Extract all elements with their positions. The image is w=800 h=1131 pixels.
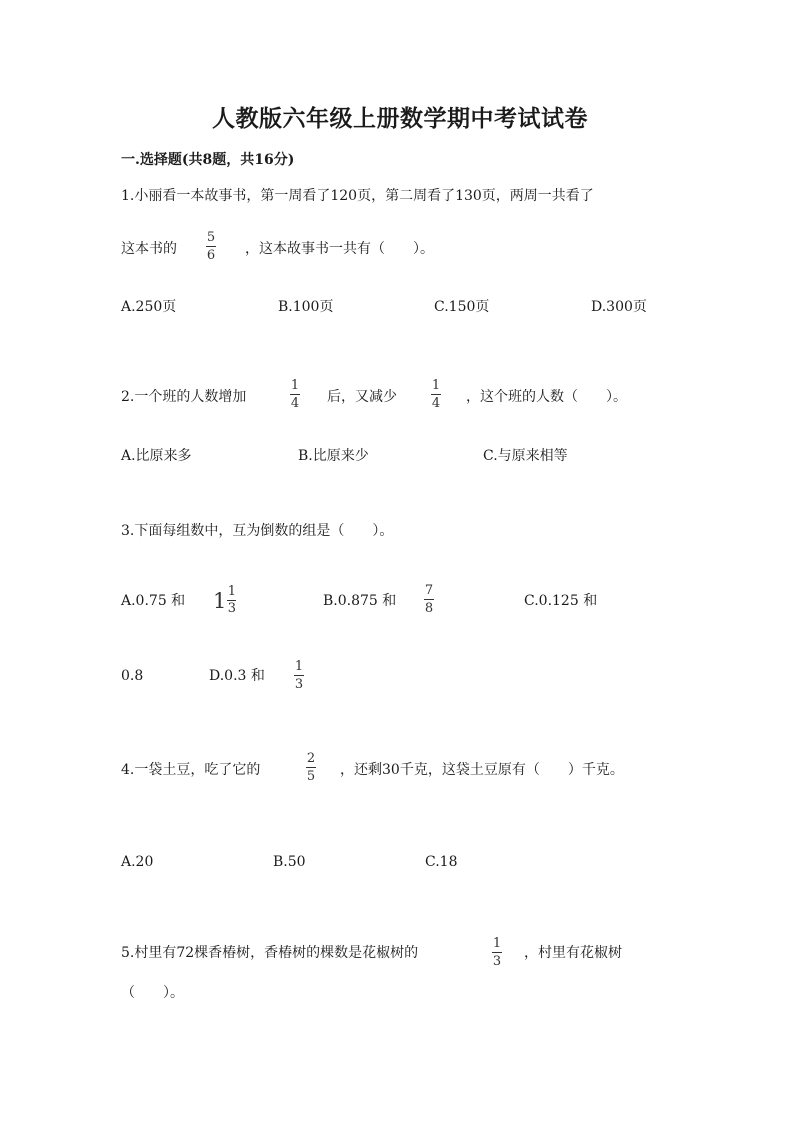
q5-fraction — [492, 936, 502, 969]
section-heading: 一.选择题(共8题，共16分) — [121, 152, 295, 168]
q5-stem-c: （ ）。 — [121, 985, 184, 1001]
fraction-numerator: 1 — [492, 936, 502, 951]
page-title: 人教版六年级上册数学期中考试试卷 — [212, 105, 588, 132]
q3-option-d-fraction — [294, 659, 304, 692]
q2-stem-b: 后，又减少 — [327, 389, 397, 405]
q2-fraction-1 — [290, 378, 300, 411]
q4-fraction — [306, 751, 316, 784]
q3-option-b[interactable]: B.0.875 和 — [323, 593, 397, 609]
q3-option-d[interactable]: D.0.3 和 — [209, 668, 265, 684]
fraction-denominator: 3 — [492, 954, 502, 969]
fraction-bar — [431, 394, 441, 395]
q1-option-c[interactable]: C.150页 — [434, 299, 490, 315]
q5-stem-b: ，村里有花椒树 — [524, 945, 622, 961]
q1-option-a[interactable]: A.250页 — [121, 299, 177, 315]
q1-stem-line2a: 这本书的 — [121, 241, 177, 257]
q4-stem-a: 4.一袋土豆，吃了它的 — [121, 762, 261, 778]
mixed-fraction — [227, 585, 236, 616]
q4-stem-b: ，还剩30千克，这袋土豆原有（ ）千克。 — [340, 762, 624, 778]
q3-option-c[interactable]: C.0.125 和 — [524, 593, 598, 609]
q1-stem-line1: 1.小丽看一本故事书，第一周看了120页，第二周看了130页，两周一共看了 — [121, 188, 594, 204]
q3-option-b-fraction — [424, 583, 434, 616]
mixed-whole: 1 — [213, 588, 227, 613]
fraction-bar — [306, 767, 316, 768]
fraction-numerator: 7 — [424, 583, 434, 598]
fraction-bar — [206, 246, 216, 247]
q3-option-a-mixed-number — [213, 585, 236, 616]
fraction-numerator: 1 — [294, 659, 304, 674]
q3-stem: 3.下面每组数中，互为倒数的组是（ ）。 — [121, 523, 394, 539]
fraction-denominator: 4 — [290, 396, 300, 411]
fraction-numerator: 2 — [306, 751, 316, 766]
fraction-numerator: 1 — [431, 378, 441, 393]
q5-stem-a: 5.村里有72棵香椿树，香椿树的棵数是花椒树的 — [121, 945, 419, 961]
q1-option-d[interactable]: D.300页 — [591, 299, 647, 315]
fraction-bar — [290, 394, 300, 395]
fraction-bar — [492, 952, 502, 953]
q3-option-a[interactable]: A.0.75 和 — [121, 593, 186, 609]
q3-option-c-continued: 0.8 — [121, 668, 144, 684]
fraction-denominator: 3 — [294, 677, 304, 692]
q2-option-a[interactable]: A.比原来多 — [121, 448, 192, 464]
fraction-denominator: 5 — [306, 769, 316, 784]
q2-stem-c: ，这个班的人数（ ）。 — [466, 389, 627, 405]
q2-option-c[interactable]: C.与原来相等 — [483, 448, 568, 464]
q2-fraction-2 — [431, 378, 441, 411]
fraction-denominator: 3 — [227, 601, 237, 616]
fraction-denominator: 4 — [431, 396, 441, 411]
fraction-bar — [424, 599, 434, 600]
fraction-denominator: 6 — [206, 248, 216, 263]
q1-option-b[interactable]: B.100页 — [278, 299, 334, 315]
q4-option-b[interactable]: B.50 — [273, 854, 306, 870]
fraction-numerator: 1 — [290, 378, 300, 393]
q2-stem-a: 2.一个班的人数增加 — [121, 389, 247, 405]
q2-option-b[interactable]: B.比原来少 — [298, 448, 369, 464]
fraction-numerator: 1 — [227, 584, 237, 599]
q4-option-c[interactable]: C.18 — [425, 854, 458, 870]
q1-stem-line2b: ，这本故事书一共有（ ）。 — [245, 241, 434, 257]
fraction-numerator: 5 — [206, 230, 216, 245]
q1-fraction — [206, 230, 216, 263]
q4-option-a[interactable]: A.20 — [121, 854, 154, 870]
fraction-denominator: 8 — [424, 601, 434, 616]
fraction-bar — [294, 675, 304, 676]
